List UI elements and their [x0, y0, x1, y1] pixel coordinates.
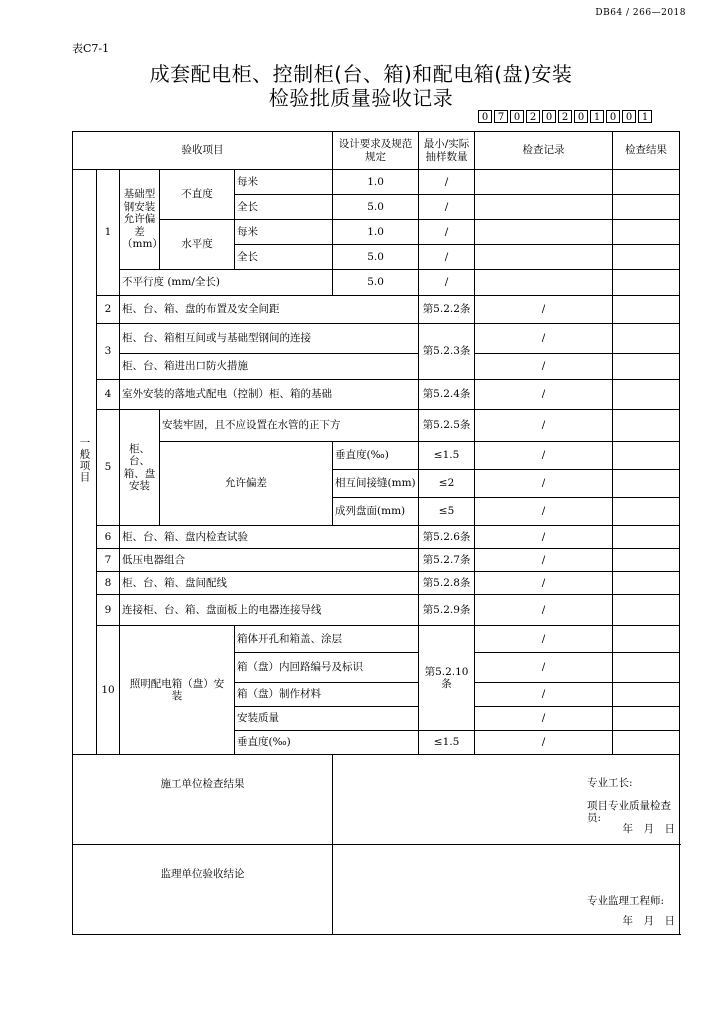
- item-text: 柜、台、箱、盘的布置及安全间距: [120, 296, 419, 324]
- table-row: [73, 170, 680, 195]
- row-number: 5: [97, 410, 120, 526]
- form-number: 表C7-1: [72, 42, 110, 55]
- row-number: 10: [97, 626, 120, 755]
- row-number: 3: [97, 324, 120, 380]
- spec-value: ≤1.5: [419, 442, 475, 470]
- spec-value: ≤5: [419, 498, 475, 526]
- table-row: [73, 354, 680, 380]
- construction-signature-area[interactable]: [333, 755, 680, 845]
- check-record-cell[interactable]: [613, 470, 680, 498]
- code-boxes: [478, 110, 654, 123]
- spec-value: 1.0: [333, 220, 419, 245]
- foreman-label: 专业工长:: [587, 777, 633, 789]
- page-title: 成套配电柜、控制柜(台、箱)和配电箱(盘)安装: [149, 62, 573, 86]
- check-record-cell[interactable]: [613, 707, 680, 731]
- spec-value: 第5.2.10条: [419, 626, 475, 731]
- spec-value: 第5.2.6条: [419, 526, 475, 549]
- code-digit: 0: [622, 110, 636, 123]
- code-digit: 7: [494, 110, 508, 123]
- spec-value: 第5.2.4条: [419, 380, 475, 410]
- spec-value: 第5.2.2条: [419, 296, 475, 324]
- parallelism-label: 不平行度 (mm/全长): [120, 270, 333, 296]
- page-subtitle: 检验批质量验收记录: [268, 86, 454, 110]
- code-digit: 1: [590, 110, 604, 123]
- inspection-table: [72, 131, 680, 935]
- code-digit: 0: [542, 110, 556, 123]
- spec-value: 第5.2.9条: [419, 595, 475, 626]
- sample-value: /: [475, 498, 613, 526]
- check-record-cell[interactable]: [613, 572, 680, 595]
- sample-value: /: [475, 549, 613, 572]
- code-digit: 0: [510, 110, 524, 123]
- document-code: DB64 / 266—2018: [595, 8, 686, 18]
- sample-value: /: [475, 526, 613, 549]
- full-length-label: 全长: [235, 195, 333, 220]
- table-row: [73, 220, 680, 245]
- spec-value: 1.0: [333, 170, 419, 195]
- sample-value: /: [475, 707, 613, 731]
- row-number: 1: [97, 170, 120, 296]
- item-text: 连接柜、台、箱、盘面板上的电器连接导线: [120, 595, 419, 626]
- check-record-cell[interactable]: [475, 245, 613, 270]
- table-row: [73, 270, 680, 296]
- code-digit: 2: [558, 110, 572, 123]
- spec-value: ≤1.5: [419, 731, 475, 755]
- check-record-cell[interactable]: [613, 595, 680, 626]
- per-meter-label: 每米: [235, 220, 333, 245]
- spec-value: 第5.2.3条: [419, 324, 475, 380]
- check-record-cell[interactable]: [613, 526, 680, 549]
- cabinet-install-label: 柜、台、箱、盘安装: [120, 410, 160, 526]
- code-digit: 0: [574, 110, 588, 123]
- check-record-cell[interactable]: [613, 653, 680, 683]
- table-row: [73, 324, 680, 354]
- joint-gap-label: 相互间接缝(mm): [333, 470, 419, 498]
- table-row: [73, 442, 680, 470]
- item-text: 安装牢固，且不应设置在水管的正下方: [160, 410, 419, 442]
- sample-value: /: [475, 324, 613, 354]
- levelness-label: 水平度: [160, 220, 235, 270]
- supervision-engineer-label: 专业监理工程师:: [587, 895, 665, 907]
- row-number: 8: [97, 572, 120, 595]
- header-record: 检查记录: [475, 132, 613, 170]
- verticality-label: 垂直度(‰): [333, 442, 419, 470]
- header-result: 检查结果: [613, 132, 680, 170]
- per-meter-label: 每米: [235, 170, 333, 195]
- check-record-cell[interactable]: [613, 324, 680, 354]
- check-record-cell[interactable]: [613, 380, 680, 410]
- lighting-box-label: 照明配电箱（盘）安装: [120, 626, 235, 755]
- table-row: [73, 410, 680, 442]
- header-item: 验收项目: [73, 132, 333, 170]
- construction-label: 施工单位检查结果: [73, 755, 333, 845]
- header-sample: 最小/实际抽样数量: [419, 132, 475, 170]
- row-number: 4: [97, 380, 120, 410]
- sample-value: /: [475, 354, 613, 380]
- check-record-cell[interactable]: [613, 498, 680, 526]
- item-text: 柜、台、箱相互间或与基础型钢间的连接: [120, 324, 419, 354]
- header-spec: 设计要求及规范规定: [333, 132, 419, 170]
- check-record-cell[interactable]: [613, 442, 680, 470]
- supervision-label: 监理单位验收结论: [73, 845, 333, 935]
- check-record-cell[interactable]: [613, 626, 680, 653]
- sample-value: /: [475, 410, 613, 442]
- check-result-cell[interactable]: [613, 245, 680, 270]
- check-record-cell[interactable]: [613, 683, 680, 707]
- supervision-date: 年 月 日: [622, 915, 676, 927]
- sample-value: /: [419, 270, 475, 296]
- check-result-cell[interactable]: [613, 170, 680, 195]
- check-record-cell[interactable]: [613, 354, 680, 380]
- supervision-signature-area[interactable]: [333, 845, 680, 935]
- straightness-label: 不直度: [160, 170, 235, 220]
- check-record-cell[interactable]: [613, 296, 680, 324]
- item-text: 柜、台、箱、盘内检查试验: [120, 526, 419, 549]
- check-record-cell[interactable]: [613, 549, 680, 572]
- panel-row-label: 成列盘面(mm): [333, 498, 419, 526]
- check-record-cell[interactable]: [475, 270, 613, 296]
- spec-value: 第5.2.8条: [419, 572, 475, 595]
- table-row: [73, 380, 680, 410]
- spec-value: 5.0: [333, 195, 419, 220]
- item-text: 室外安装的落地式配电（控制）柜、箱的基础: [120, 380, 419, 410]
- check-record-cell[interactable]: [613, 731, 680, 755]
- construction-date: 年 月 日: [622, 823, 676, 835]
- quality-inspector-label: 项目专业质量检查员:: [587, 800, 672, 825]
- spec-value: ≤2: [419, 470, 475, 498]
- check-result-cell[interactable]: [613, 195, 680, 220]
- table-row: [73, 526, 680, 549]
- full-length-label: 全长: [235, 245, 333, 270]
- sample-value: /: [475, 653, 613, 683]
- table-row: [73, 626, 680, 653]
- sample-value: /: [475, 731, 613, 755]
- code-digit: 0: [606, 110, 620, 123]
- check-record-cell[interactable]: [475, 170, 613, 195]
- row-number: 2: [97, 296, 120, 324]
- item-text: 箱（盘）内回路编号及标识: [235, 653, 419, 683]
- sample-value: /: [419, 245, 475, 270]
- sample-value: /: [475, 626, 613, 653]
- sample-value: /: [419, 195, 475, 220]
- item-text: 箱（盘）制作材料: [235, 683, 419, 707]
- spec-value: 第5.2.7条: [419, 549, 475, 572]
- allowed-deviation-label: 允许偏差: [160, 442, 333, 526]
- sample-value: /: [475, 442, 613, 470]
- code-digit: 1: [638, 110, 652, 123]
- item-text: 柜、台、箱进出口防火措施: [120, 354, 419, 380]
- general-items-label: 一般项目: [73, 170, 97, 755]
- check-record-cell[interactable]: [613, 410, 680, 442]
- row-number: 6: [97, 526, 120, 549]
- spec-value: 第5.2.5条: [419, 410, 475, 442]
- sample-value: /: [419, 220, 475, 245]
- table-row: [73, 296, 680, 324]
- sample-value: /: [475, 572, 613, 595]
- check-result-cell[interactable]: [613, 220, 680, 245]
- row-number: 7: [97, 549, 120, 572]
- sample-value: /: [475, 296, 613, 324]
- row-number: 9: [97, 595, 120, 626]
- table-row: [73, 549, 680, 572]
- item-text: 箱体开孔和箱盖、涂层: [235, 626, 419, 653]
- spec-value: 5.0: [333, 270, 419, 296]
- check-result-cell[interactable]: [613, 270, 680, 296]
- item-text: 垂直度(‰): [235, 731, 419, 755]
- sample-value: /: [475, 380, 613, 410]
- item-text: 柜、台、箱、盘间配线: [120, 572, 419, 595]
- sample-value: /: [475, 595, 613, 626]
- code-digit: 0: [478, 110, 492, 123]
- sample-value: /: [419, 170, 475, 195]
- check-record-cell[interactable]: [475, 220, 613, 245]
- item-text: 安装质量: [235, 707, 419, 731]
- construction-result-row: [73, 755, 680, 845]
- spec-value: 5.0: [333, 245, 419, 270]
- table-row: [73, 595, 680, 626]
- header-row: [73, 132, 680, 170]
- foundation-deviation-label: 基础型钢安装允许偏差（mm）: [120, 170, 160, 270]
- supervision-result-row: [73, 845, 680, 935]
- table-row: [73, 572, 680, 595]
- sample-value: /: [475, 683, 613, 707]
- code-digit: 2: [526, 110, 540, 123]
- item-text: 低压电器组合: [120, 549, 419, 572]
- check-record-cell[interactable]: [475, 195, 613, 220]
- sample-value: /: [475, 470, 613, 498]
